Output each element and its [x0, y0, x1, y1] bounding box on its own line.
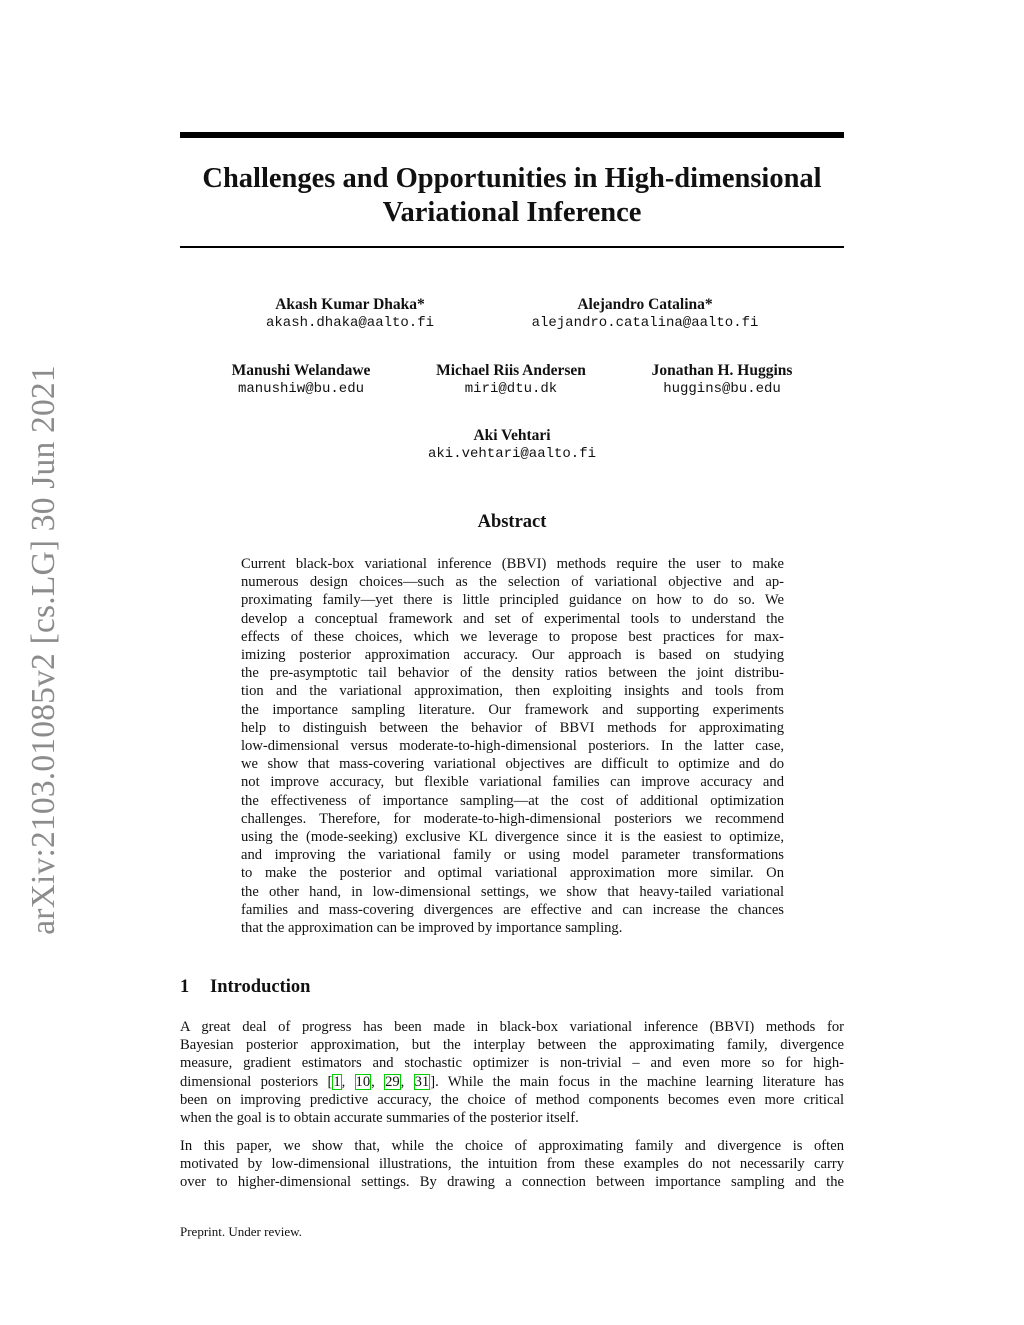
abstract-line: and improving the variational family or using model parameter transformations: [241, 847, 784, 864]
author-block: [532, 295, 759, 333]
author-block: [436, 361, 586, 399]
abstract-line: low-dimensional versus moderate-to-high-dimensional posteriors. In the latter case,: [241, 738, 784, 755]
author-name: Alejandro Catalina*: [577, 296, 713, 313]
paragraph-line: Bayesian posterior approximation, but the interplay between the approximating family, divergence: [180, 1037, 844, 1054]
abstract-heading: Abstract: [477, 512, 547, 532]
author-block: [428, 426, 596, 464]
author-block: [232, 361, 371, 399]
abstract-line: proximating family—yet there is little principled guidance on how to do so. We: [241, 592, 784, 609]
paragraph-line: In this paper, we show that, while the choice of approximating family and divergence is often: [180, 1138, 844, 1154]
arxiv-identifier-stamp: [0, 0, 60, 1325]
paragraph-text: dimensional posteriors [: [180, 1073, 333, 1090]
citation-link[interactable]: 1: [333, 1073, 341, 1090]
section-number: 1: [180, 977, 190, 997]
abstract-line: families and mass-covering divergences are effective and can increase the chances: [241, 901, 784, 918]
intro-paragraph-1: [180, 1018, 844, 1127]
author-block: [266, 295, 434, 333]
author-email[interactable]: akash.dhaka@aalto.fi: [265, 315, 435, 331]
section-heading-introduction: [180, 975, 310, 999]
paragraph-line-with-citations: dimensional posteriors [1, 10, 29, 31]. While the main focus in the machine learning literature has: [180, 1073, 845, 1090]
abstract-line: numerous design choices—such as the selection of variational objective and ap-: [241, 574, 784, 591]
author-name: Michael Riis Andersen: [436, 362, 586, 379]
author-name: Aki Vehtari: [473, 427, 551, 444]
author-name: Jonathan H. Huggins: [651, 362, 793, 379]
abstract-line: develop a conceptual framework and set of experimental tools to understand the: [241, 610, 784, 627]
abstract-line: the importance sampling literature. Our framework and supporting experiments: [241, 701, 784, 718]
abstract-line: the pre-asymptotic tail behavior of the density ratios between the joint distribu-: [241, 665, 784, 682]
title-top-rule: [180, 132, 844, 138]
citation-link[interactable]: 29: [385, 1073, 400, 1090]
paragraph-line: A great deal of progress has been made in black-box variational inference (BBVI) methods for: [180, 1019, 844, 1035]
abstract-line: effects of these choices, which we leverage to propose best practices for max-: [241, 628, 784, 645]
author-email[interactable]: manushiw@bu.edu: [237, 381, 365, 397]
abstract-line: we show that mass-covering variational objectives are difficult to optimize and do: [241, 756, 784, 773]
abstract-line: the other hand, in low-dimensional settings, we show that heavy-tailed variational: [241, 883, 784, 900]
paper-title-line-1: Challenges and Opportunities in High-dimensional: [202, 163, 822, 194]
abstract-line: the effectiveness of importance sampling—at the cost of additional optimization: [241, 792, 784, 809]
author-name: Manushi Welandawe: [231, 362, 371, 379]
abstract-line: not improve accuracy, but flexible variational families can improve accuracy and: [241, 774, 784, 791]
abstract-line: Current black-box variational inference (BBVI) methods require the user to make: [241, 556, 784, 572]
page-footer: Preprint. Under review.: [180, 1224, 302, 1239]
intro-paragraph-2: [180, 1137, 844, 1192]
abstract-line: imizing posterior approximation accuracy. Our approach is based on studying: [241, 647, 784, 664]
paper-title-line-2: Variational Inference: [382, 197, 642, 228]
abstract-line: using the (mode-seeking) exclusive KL divergence since it is the easiest to optimize,: [241, 829, 784, 846]
author-name: Akash Kumar Dhaka*: [275, 296, 425, 313]
citation-link[interactable]: 10: [355, 1073, 371, 1090]
citation-link[interactable]: 31: [414, 1073, 430, 1090]
author-email[interactable]: miri@dtu.dk: [464, 381, 558, 397]
paragraph-line: been on improving predictive accuracy, the choice of method components becomes even more critical: [180, 1091, 844, 1108]
abstract-body: [241, 555, 784, 937]
author-block: [652, 361, 793, 399]
paragraph-line: over to higher-dimensional settings. By drawing a connection between importance sampling and the: [180, 1174, 844, 1191]
abstract-line: tion and the variational approximation, then exploiting insights and tools from: [241, 683, 784, 700]
paragraph-text: ]. While the main focus in the machine learning literature has: [430, 1073, 845, 1090]
author-email[interactable]: huggins@bu.edu: [663, 381, 781, 397]
author-email[interactable]: aki.vehtari@aalto.fi: [427, 446, 597, 462]
abstract-line: challenges. Therefore, for moderate-to-high-dimensional posteriors we recommend: [241, 810, 784, 827]
paper-title: [180, 162, 844, 230]
paragraph-line: when the goal is to obtain accurate summaries of the posterior itself.: [180, 1110, 579, 1127]
arxiv-stamp-text: arXiv:2103.01085v2 [cs.LG] 30 Jun 2021: [25, 365, 62, 935]
paragraph-line: measure, gradient estimators and stochastic optimizer is non-trivial – and even more so for high-: [180, 1055, 844, 1072]
section-title: Introduction: [210, 977, 311, 997]
abstract-line: to make the posterior and optimal variational approximation more similar. On: [241, 865, 784, 882]
title-bottom-rule: [180, 246, 844, 248]
abstract-line: that the approximation can be improved by importance sampling.: [241, 920, 623, 937]
author-email[interactable]: alejandro.catalina@aalto.fi: [531, 315, 759, 331]
paragraph-line: motivated by low-dimensional illustrations, the intuition from these examples do not necessarily carry: [180, 1156, 844, 1173]
abstract-line: help to distinguish between the behavior of BBVI methods for approximating: [241, 719, 784, 736]
